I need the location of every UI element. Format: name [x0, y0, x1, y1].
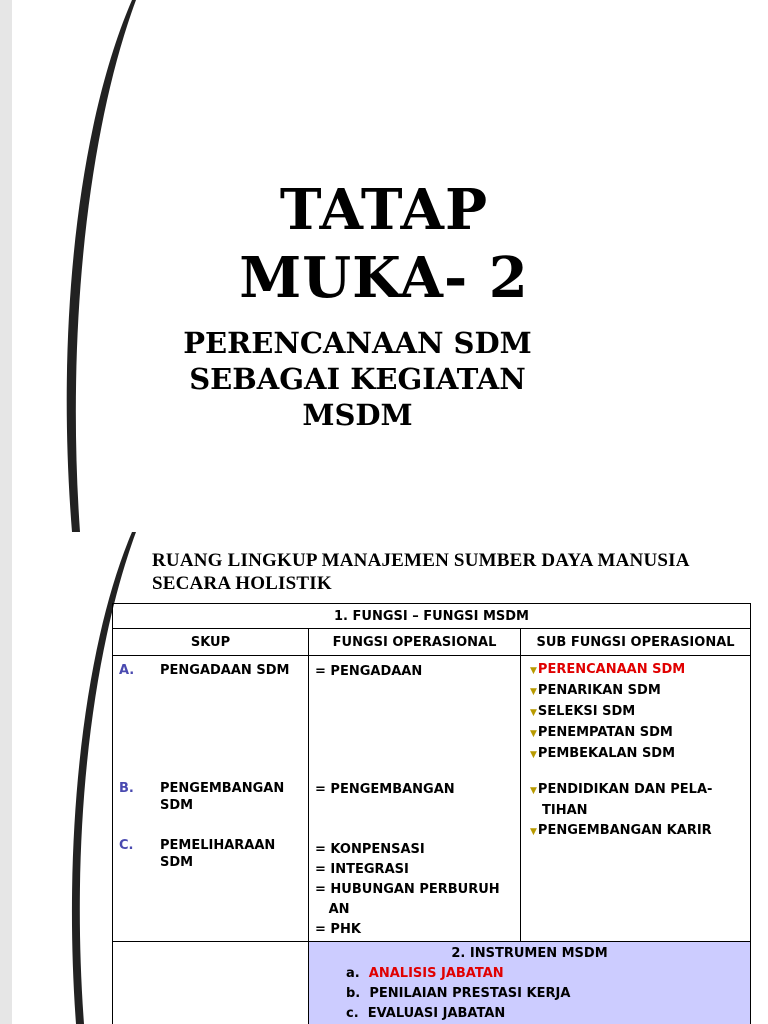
slide-subtitle: [0, 325, 715, 433]
skup-a: [119, 662, 134, 679]
sub-fungsi-item: [530, 702, 685, 723]
skup-cell: [113, 656, 309, 942]
fungsi-b: [315, 780, 455, 800]
bullet-arrow-icon: ▼: [530, 708, 537, 718]
skup-label-line: SDM: [160, 798, 194, 813]
content-slide: [0, 532, 768, 1024]
subtitle-line-2: SEBAGAI KEGIATAN: [189, 362, 526, 396]
slide-title: [0, 176, 768, 312]
section-1-title: 1. FUNGSI – FUNGSI MSDM: [113, 604, 751, 629]
title-line-2: MUKA- 2: [239, 245, 529, 311]
fungsi-line: = PENGEMBANGAN: [315, 782, 455, 797]
sub-fungsi-label: PERENCANAAN SDM: [537, 662, 686, 677]
sub-fungsi-a: [530, 660, 685, 765]
item-letter: b.: [346, 986, 361, 1001]
skup-b: [119, 780, 134, 797]
skup-a-label: [160, 662, 289, 679]
sub-fungsi-label: PENGEMBANGAN KARIR: [537, 823, 712, 838]
fungsi-line: = PENGADAAN: [315, 664, 423, 679]
subtitle-line-3: MSDM: [302, 398, 413, 432]
sub-fungsi-item: [530, 744, 685, 765]
item-label: ANALISIS JABATAN: [368, 966, 504, 981]
item-label: EVALUASI JABATAN: [367, 1006, 506, 1021]
bullet-arrow-icon: ▼: [530, 687, 537, 697]
sub-fungsi-label: PENDIDIKAN DAN PELA-: [537, 782, 713, 797]
sub-fungsi-label: PENEMPATAN SDM: [537, 725, 673, 740]
skup-letter: A.: [119, 663, 135, 678]
skup-label-line: PENGEMBANGAN: [160, 781, 285, 796]
sub-fungsi-label: TIHAN: [542, 803, 588, 818]
bullet-arrow-icon: ▼: [530, 786, 537, 796]
instrumen-item: [346, 984, 750, 1004]
bullet-arrow-icon: ▼: [530, 750, 537, 760]
sub-fungsi-item: [530, 821, 712, 842]
sub-fungsi-item: [530, 660, 685, 681]
skup-letter: C.: [119, 838, 134, 853]
section-2-instrumen: [309, 942, 751, 1024]
skup-b-label: [160, 780, 284, 814]
section-2-title: 2. INSTRUMEN MSDM: [451, 946, 608, 961]
column-header-skup: SKUP: [113, 629, 309, 656]
sub-fungsi-label: PENARIKAN SDM: [537, 683, 661, 698]
skup-c: [119, 837, 133, 854]
subtitle-line-1: PERENCANAAN SDM: [183, 326, 532, 360]
heading-line-1: RUANG LINGKUP MANAJEMEN SUMBER DAYA MANUSIA: [152, 550, 690, 571]
title-line-1: TATAP: [279, 177, 489, 243]
fungsi-line: = HUBUNGAN PERBURUH: [315, 882, 500, 897]
instrumen-item: [346, 964, 750, 984]
instrumen-item: [346, 1004, 750, 1024]
fungsi-c: [315, 840, 500, 940]
slide-heading: [152, 549, 690, 595]
fungsi-line: = INTEGRASI: [315, 862, 409, 877]
fungsi-cell: [309, 656, 521, 942]
fungsi-line: = KONPENSASI: [315, 842, 425, 857]
skup-label-line: SDM: [160, 855, 194, 870]
sub-fungsi-label: SELEKSI SDM: [537, 704, 636, 719]
fungsi-line: = PHK: [315, 922, 361, 937]
msdm-table: [112, 603, 751, 1024]
sub-fungsi-item: [530, 681, 685, 702]
sub-fungsi-cell: [521, 656, 751, 942]
skup-c-label: [160, 837, 275, 871]
heading-line-2: SECARA HOLISTIK: [152, 573, 332, 594]
sub-fungsi-label: PEMBEKALAN SDM: [537, 746, 676, 761]
skup-letter: B.: [119, 781, 134, 796]
bullet-arrow-icon: ▼: [530, 729, 537, 739]
blank-cell: [113, 942, 309, 1024]
bullet-arrow-icon: ▼: [530, 666, 537, 676]
item-letter: c.: [346, 1006, 359, 1021]
fungsi-a: [315, 662, 422, 682]
fungsi-line: AN: [315, 902, 350, 917]
bullet-arrow-icon: ▼: [530, 827, 537, 837]
column-header-sub-fungsi: SUB FUNGSI OPERASIONAL: [521, 629, 751, 656]
item-label: PENILAIAN PRESTASI KERJA: [369, 986, 571, 1001]
sub-fungsi-item: [530, 723, 685, 744]
skup-label-line: PENGADAAN SDM: [160, 663, 290, 678]
skup-label-line: PEMELIHARAAN: [160, 838, 276, 853]
item-letter: a.: [346, 966, 360, 981]
column-header-fungsi: FUNGSI OPERASIONAL: [309, 629, 521, 656]
sub-fungsi-b: [530, 780, 712, 842]
sub-fungsi-item: [530, 780, 712, 801]
